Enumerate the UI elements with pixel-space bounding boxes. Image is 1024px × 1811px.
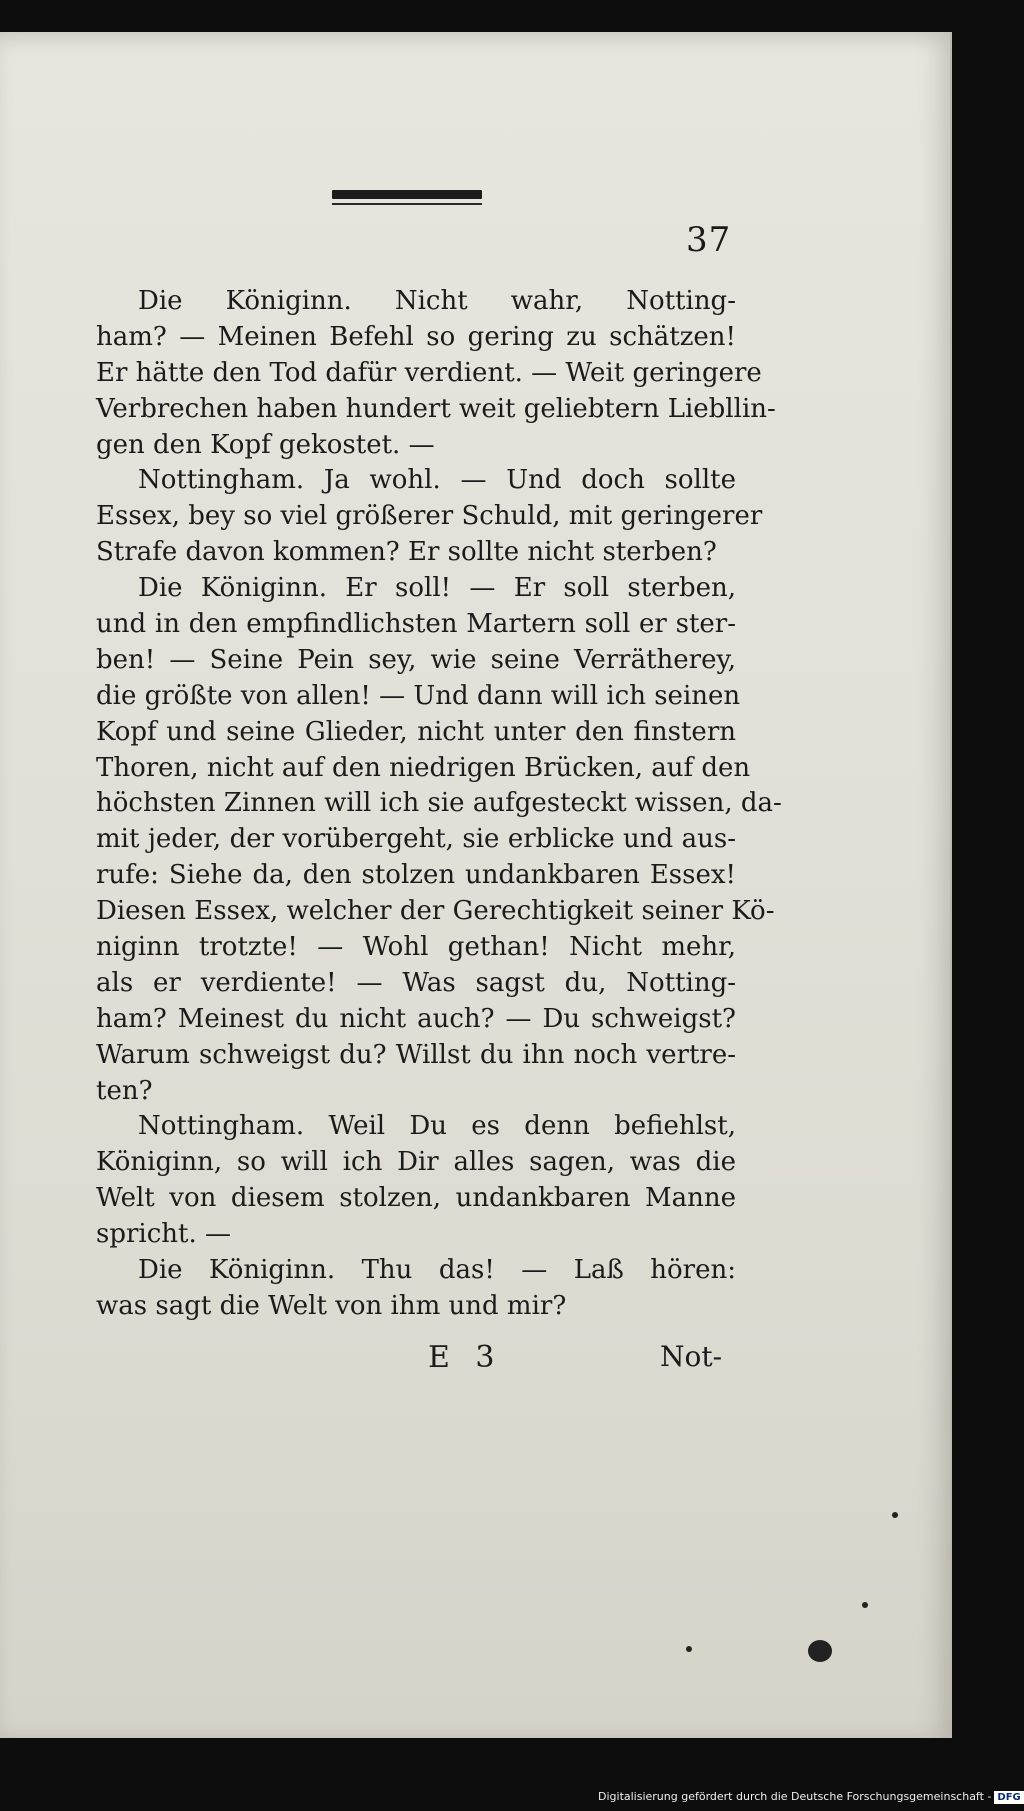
text-line: was sagt die Welt von ihm und mir? bbox=[96, 1290, 567, 1321]
text-line: Essex, bey so viel größerer Schuld, mit geringerer bbox=[96, 501, 763, 532]
text-line: die größte von allen! — Und dann will ich seinen bbox=[96, 680, 741, 711]
text-line: Verbrechen haben hundert weit geliebtern Liebllin- bbox=[96, 393, 776, 424]
text-line: Die Königinn. Er soll! — Er soll sterben, bbox=[138, 573, 736, 604]
text-line: und in den empfindlichsten Martern soll er ster- bbox=[96, 609, 736, 640]
dfg-logo: DFG bbox=[994, 1791, 1023, 1804]
text-line: höchsten Zinnen will ich sie aufgesteckt wissen, da- bbox=[96, 788, 782, 819]
text-line: Strafe davon kommen? Er sollte nicht sterben? bbox=[96, 537, 717, 568]
text-line: als er verdiente! — Was sagst du, Notting- bbox=[96, 967, 736, 998]
page-number: 37 bbox=[686, 220, 732, 260]
digitization-credit bbox=[598, 1790, 1021, 1806]
text-line: mit jeder, der vorübergeht, sie erblicke und aus- bbox=[96, 824, 736, 855]
text-line: Warum schweigst du? Willst du ihn noch vertre- bbox=[96, 1039, 736, 1070]
ink-speck bbox=[686, 1646, 692, 1652]
text-line: Diesen Essex, welcher der Gerechtigkeit seiner Kö- bbox=[96, 896, 775, 927]
ink-speck bbox=[892, 1512, 898, 1518]
text-line: Nottingham. Ja wohl. — Und doch sollte bbox=[138, 465, 736, 496]
text-line: Die Königinn. Thu das! — Laß hören: bbox=[138, 1255, 736, 1286]
text-line: Er hätte den Tod dafür verdient. — Weit geringere bbox=[96, 357, 762, 388]
text-line: rufe: Siehe da, den stolzen undankbaren Essex! bbox=[96, 860, 736, 891]
signature-mark: E 3 bbox=[428, 1340, 503, 1375]
text-line: Die Königinn. Nicht wahr, Notting- bbox=[138, 286, 736, 316]
text-line: ham? — Meinen Befehl so gering zu schätzen! bbox=[96, 321, 736, 352]
text-line: Nottingham. Weil Du es denn befiehlst, bbox=[138, 1111, 736, 1142]
text-line: ten? bbox=[96, 1075, 153, 1106]
book-page bbox=[0, 32, 952, 1738]
text-line: Königinn, so will ich Dir alles sagen, was die bbox=[96, 1147, 736, 1178]
text-line: gen den Kopf gekostet. — bbox=[96, 429, 435, 460]
body-text bbox=[96, 284, 782, 1325]
text-line: ben! — Seine Pein sey, wie seine Verrätherey, bbox=[96, 644, 736, 675]
ink-speck bbox=[808, 1640, 832, 1662]
text-line: Kopf und seine Glieder, nicht unter den finstern bbox=[96, 716, 736, 747]
text-line: niginn trotzte! — Wohl gethan! Nicht mehr, bbox=[96, 932, 736, 963]
text-line: Thoren, nicht auf den niedrigen Brücken, auf den bbox=[96, 752, 751, 783]
text-line: Welt von diesem stolzen, undankbaren Manne bbox=[96, 1183, 736, 1214]
text-line: spricht. — bbox=[96, 1219, 232, 1250]
text-line: ham? Meinest du nicht auch? — Du schweigst? bbox=[96, 1003, 736, 1034]
credit-text: Digitalisierung gefördert durch die Deutsche Forschungsgemeinschaft - bbox=[598, 1790, 992, 1803]
catchword: Not- bbox=[660, 1340, 723, 1373]
ink-speck bbox=[862, 1602, 868, 1608]
header-rule bbox=[332, 190, 482, 199]
